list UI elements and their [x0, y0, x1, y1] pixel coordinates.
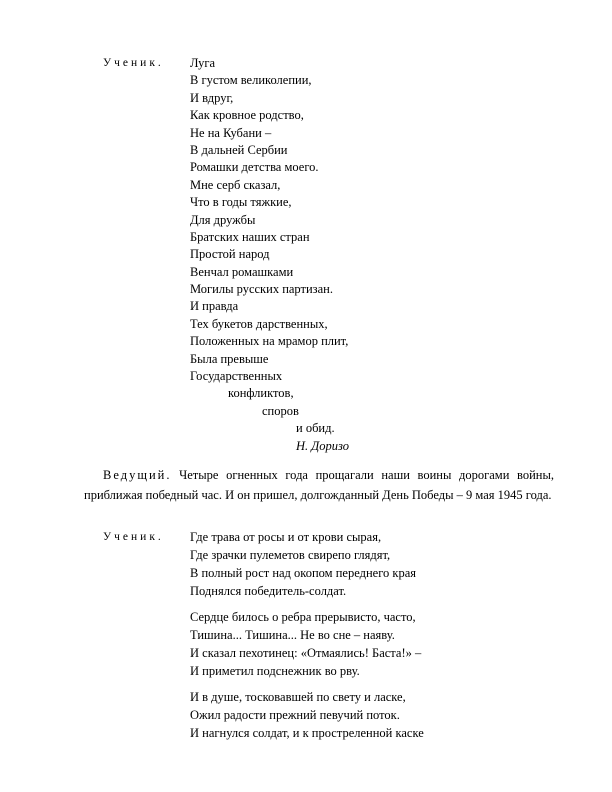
poem-line: Тех букетов дарственных, [190, 316, 328, 331]
poem-line: Как кровное родство, [190, 108, 304, 123]
poem-stanza [190, 528, 424, 600]
poem-line: Была превыше [190, 351, 269, 366]
host-text: Четыре огненных года прощагали наши воины дорогами войны, приближая победный час. И он пришел, долгожданный День Победы – 9 мая 1945 года. [84, 468, 554, 502]
poem-line: В густом великолепии, [190, 73, 312, 88]
poem-line: И вдруг, [190, 90, 234, 105]
poem-line: И сказал пехотинец: «Отмаялись! Баста!» – [190, 646, 422, 660]
poem-line: И нагнулся солдат, и к простреленной каске [190, 726, 424, 740]
poem-line: В полный рост над окопом переднего края [190, 566, 417, 580]
poem-line: Не на Кубани – [190, 125, 272, 140]
poem-line: Где трава от росы и от крови сырая, [190, 530, 382, 544]
speaker-label-student-2: Ученик. [103, 531, 164, 543]
poem-line: Братских наших стран [190, 229, 310, 244]
poem-line: Где зрачки пулеметов свирепо глядят, [190, 548, 391, 562]
poem-line: И приметил подснежник во рву. [190, 664, 360, 678]
poem-line-stepped: и обид. [296, 421, 335, 436]
poem-line-stepped: конфликтов, [228, 386, 294, 401]
poem-stanza [190, 608, 424, 680]
poem-line: Положенных на мрамор плит, [190, 334, 349, 349]
poem-line: Венчал ромашками [190, 264, 294, 279]
poem-soldier [190, 528, 424, 750]
poem-line: Государственных [190, 369, 283, 384]
poem-line-stepped: споров [262, 403, 299, 418]
speaker-label-student-1: Ученик. [103, 57, 164, 69]
poem-line: Луга [190, 56, 216, 70]
poem-line: Для дружбы [190, 212, 256, 227]
poem-doriso [190, 55, 349, 455]
poem-line: В дальней Сербии [190, 142, 288, 157]
host-paragraph [84, 466, 554, 505]
speaker-label-host: Ведущий. [103, 468, 172, 482]
poem-line: Простой народ [190, 247, 270, 262]
poem-line: Что в годы тяжкие, [190, 195, 292, 210]
poem-line: Мне серб сказал, [190, 177, 281, 192]
poem-line: И правда [190, 299, 239, 314]
poem-line: Тишина... Тишина... Не во сне – наяву. [190, 628, 395, 642]
poem-stanza [190, 688, 424, 742]
poem-author: Н. Доризо [296, 438, 349, 453]
poem-line: И в душе, тосковавшей по свету и ласке, [190, 690, 406, 704]
poem-line: Поднялся победитель-солдат. [190, 584, 347, 598]
poem-line: Ромашки детства моего. [190, 160, 319, 175]
poem-line: Ожил радости прежний певучий поток. [190, 708, 400, 722]
poem-line: Сердце билось о ребра прерывисто, часто, [190, 610, 416, 624]
poem-line: Могилы русских партизан. [190, 282, 333, 297]
